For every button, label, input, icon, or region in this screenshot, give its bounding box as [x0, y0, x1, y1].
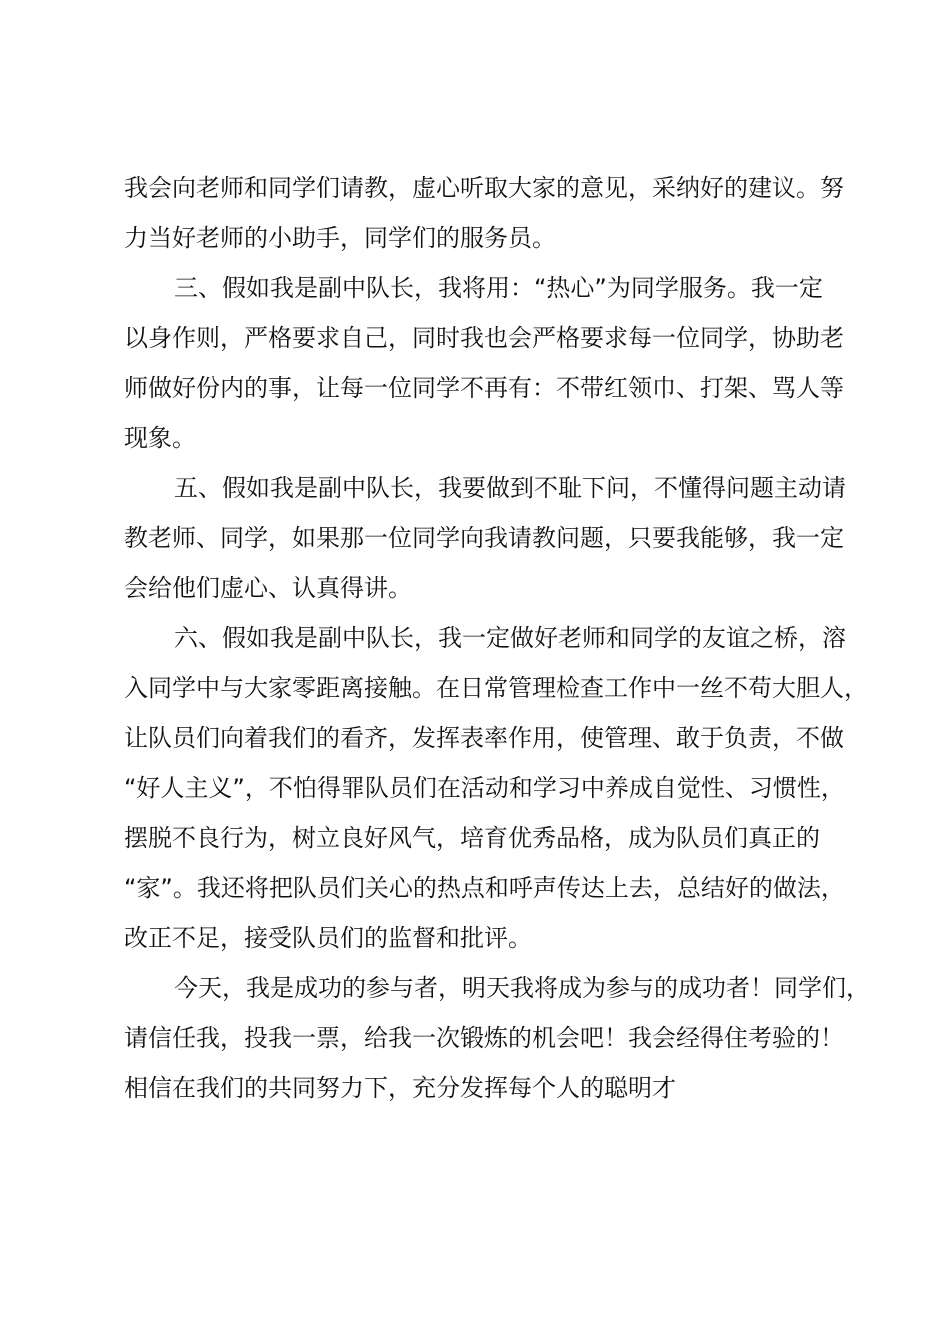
- text-line: 请信任我，投我一票，给我一次锻炼的机会吧！我会经得住考验的！: [124, 1024, 844, 1052]
- text-line: 五、假如我是副中队长，我要做到不耻下问，不懂得问题主动请: [174, 474, 846, 502]
- text-line: “好人主义”，不怕得罪队员们在活动和学习中养成自觉性、习惯性，: [124, 774, 845, 802]
- paragraph-3: [124, 463, 846, 613]
- text-line: 教老师、同学，如果那一位同学向我请教问题，只要我能够，我一定: [124, 524, 844, 552]
- paragraph-2: [124, 263, 844, 463]
- text-line: 现象。: [124, 424, 196, 452]
- paragraph-4: [124, 613, 868, 963]
- text-line: “家”。我还将把队员们关心的热点和呼声传达上去，总结好的做法，: [124, 874, 845, 902]
- text-line: 入同学中与大家零距离接触。在日常管理检查工作中一丝不苟大胆人，: [124, 674, 868, 702]
- text-line: 摆脱不良行为，树立良好风气，培育优秀品格，成为队员们真正的: [124, 824, 820, 852]
- paragraph-1: [124, 163, 844, 263]
- text-line: 会给他们虚心、认真得讲。: [124, 574, 412, 602]
- paragraph-5: [124, 963, 870, 1113]
- body-text: [124, 163, 870, 1113]
- text-line: 师做好份内的事，让每一位同学不再有：不带红领巾、打架、骂人等: [124, 374, 844, 402]
- text-line: 以身作则，严格要求自己，同时我也会严格要求每一位同学，协助老: [124, 324, 844, 352]
- text-line: 相信在我们的共同努力下，充分发挥每个人的聪明才: [124, 1074, 676, 1102]
- text-line: 今天，我是成功的参与者，明天我将成为参与的成功者！同学们，: [174, 974, 870, 1002]
- text-line: 力当好老师的小助手，同学们的服务员。: [124, 224, 556, 252]
- text-line: 三、假如我是副中队长，我将用：“热心”为同学服务。我一定: [174, 274, 823, 302]
- text-line: 六、假如我是副中队长，我一定做好老师和同学的友谊之桥，溶: [174, 624, 846, 652]
- text-line: 我会向老师和同学们请教，虚心听取大家的意见，采纳好的建议。努: [124, 174, 844, 202]
- text-line: 改正不足，接受队员们的监督和批评。: [124, 924, 532, 952]
- text-line: 让队员们向着我们的看齐，发挥表率作用，使管理、敢于负责，不做: [124, 724, 844, 752]
